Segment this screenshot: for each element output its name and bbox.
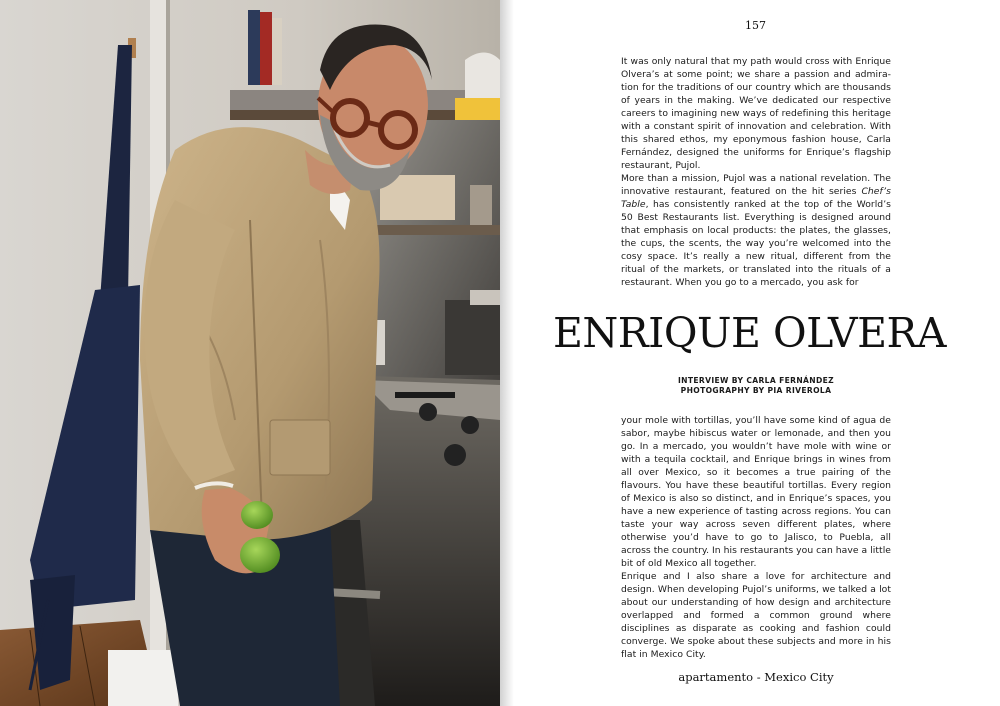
architecture-paragraph: Enrique and I also share a love for architecture and design. When developing Pujol’s uniforms, we talked a lot about our understanding of how design and architecture overlapped and formed a common ground where disciplines as disparate as cooking and fashion could converge. We spoke about these subjects and more in his flat in Mexico City. bbox=[621, 571, 891, 660]
series-intro-text: The innovative restaurant, featured on the hit series bbox=[621, 173, 891, 197]
interview-credit: INTERVIEW BY CARLA FERNÁNDEZ bbox=[677, 376, 835, 385]
photography-credit: PHOTOGRAPHY BY PIA RIVEROLA bbox=[680, 386, 832, 395]
article-column-bottom bbox=[621, 414, 891, 661]
series-title: Chef’s Table bbox=[621, 186, 891, 210]
page-number: 157 bbox=[745, 19, 766, 32]
mercado-paragraph: your mole with tortillas, you’ll have some kind of agua de sabor, maybe hibiscus water or lemonade, and then you go. In a mercado, you wouldn’t have mole with wine or with a tequila cocktail, and Enrique brings in wines from all over Mexico, so it becomes a true pairing of the flavours. You have these beautiful tortillas. Every region of Mexico is also so distinct, and in Enrique’s spaces, you have a new experience of tasting across regions. You can taste your way across seven different plates, where otherwise you’d have to go to Jalisco, to Puebla, all across the country. In his restaurants you can have a little bit of old Mexico all together. bbox=[621, 415, 891, 569]
mission-sentence: More than a mission, Pujol was a national revelation. bbox=[621, 173, 871, 184]
article-credits bbox=[621, 376, 891, 396]
intro-paragraph: It was only natural that my path would cross with Enrique Olvera’s at some point; we share a passion and admiration for the traditions of our country which are thousands of years in the making. We’ve dedicated our respective careers to imagining new ways of redefining this heritage with a constant spirit of innovation and celebration. With this shared ethos, my eponymous fashion house, Carla Fernández, designed the uniforms for Enrique’s flagship restaurant, Pujol. bbox=[621, 56, 891, 171]
page-gutter-shadow bbox=[500, 0, 514, 706]
article-column-top bbox=[621, 55, 891, 289]
magazine-footer: apartamento - Mexico City bbox=[678, 670, 834, 684]
pujol-paragraph bbox=[621, 172, 891, 289]
pujol-paragraph-text: , has consistently ranked at the top of the World’s 50 Best Restaurants list. Everything is designed around that emphasis on local products: the plates, the glasses, the cups, the scents, the way you’re welcomed into the cosy space. It’s really a new ritual, different from the ritual of the markets, or translated into the rituals of a restaurant. When you go to a mercado, you ask for bbox=[621, 199, 891, 288]
article-title: ENRIQUE OLVERA bbox=[553, 309, 946, 357]
